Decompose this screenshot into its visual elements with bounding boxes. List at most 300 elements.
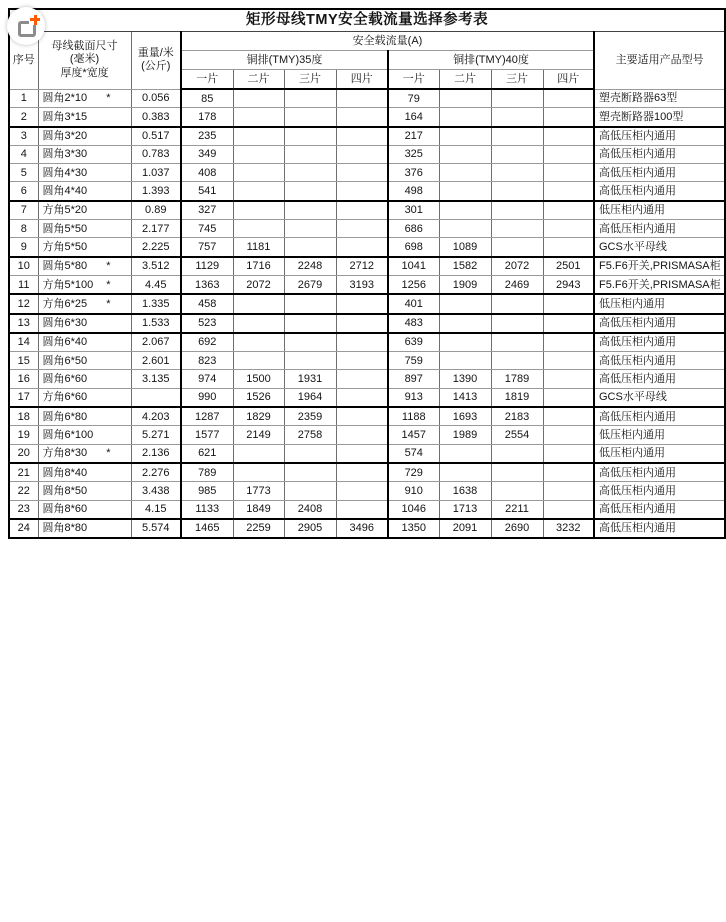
header-capacity: 安全载流量(A)	[181, 32, 594, 51]
capacity-40-cell	[439, 352, 491, 370]
product-cell: 高低压柜内通用	[594, 220, 725, 238]
weight-cell: 0.383	[131, 108, 181, 127]
capacity-35-cell	[336, 388, 388, 407]
table-row	[9, 294, 725, 313]
row-number-cell: 15	[9, 352, 38, 370]
capacity-35-cell: 2359	[284, 407, 336, 426]
capacity-35-cell: 789	[181, 463, 233, 482]
capacity-35-cell	[336, 482, 388, 500]
row-number-cell: 8	[9, 220, 38, 238]
weight-cell: 3.438	[131, 482, 181, 500]
capacity-40-cell: 483	[388, 314, 439, 333]
capacity-35-cell	[233, 201, 284, 220]
capacity-35-cell: 1465	[181, 519, 233, 538]
header-piece-4: 四片	[543, 70, 594, 90]
capacity-35-cell	[336, 463, 388, 482]
capacity-40-cell: 1089	[439, 238, 491, 257]
row-number-cell: 1	[9, 89, 38, 108]
capacity-35-cell	[336, 426, 388, 444]
capacity-35-cell: 1129	[181, 257, 233, 276]
capacity-40-cell: 2469	[491, 275, 543, 294]
capacity-40-cell: 1909	[439, 275, 491, 294]
weight-cell: 2.136	[131, 444, 181, 463]
size-cell	[38, 444, 131, 463]
capacity-40-cell: 2690	[491, 519, 543, 538]
table-row	[9, 426, 725, 444]
table-row	[9, 333, 725, 352]
weight-cell: 3.512	[131, 257, 181, 276]
table-row	[9, 314, 725, 333]
capacity-35-cell	[284, 238, 336, 257]
table-row	[9, 463, 725, 482]
capacity-35-cell: 2149	[233, 426, 284, 444]
capacity-35-cell: 745	[181, 220, 233, 238]
row-number-cell: 13	[9, 314, 38, 333]
size-text: 圆角6*60	[42, 373, 88, 386]
row-number-cell: 17	[9, 388, 38, 407]
product-cell: 高低压柜内通用	[594, 519, 725, 538]
header-size	[38, 32, 131, 90]
size-text: 圆角6*40	[42, 336, 88, 349]
header-size-line1: 母线截面尺寸	[51, 39, 118, 52]
row-number-cell: 2	[9, 108, 38, 127]
table-row	[9, 444, 725, 463]
weight-cell: 2.601	[131, 352, 181, 370]
row-number-cell: 6	[9, 182, 38, 201]
star-mark: *	[106, 447, 111, 460]
capacity-40-cell: 897	[388, 370, 439, 388]
row-number-cell: 20	[9, 444, 38, 463]
capacity-35-cell	[233, 145, 284, 163]
row-number-cell: 4	[9, 145, 38, 163]
product-cell: 塑壳断路器100型	[594, 108, 725, 127]
capacity-35-cell	[284, 352, 336, 370]
row-number-cell: 21	[9, 463, 38, 482]
capacity-35-cell: 2072	[233, 275, 284, 294]
capacity-40-cell	[439, 294, 491, 313]
size-cell	[38, 89, 131, 108]
header-piece-3: 三片	[284, 70, 336, 90]
capacity-40-cell	[543, 333, 594, 352]
row-number-cell: 12	[9, 294, 38, 313]
capacity-40-cell	[543, 108, 594, 127]
capacity-40-cell	[491, 238, 543, 257]
capacity-40-cell	[439, 333, 491, 352]
size-cell	[38, 426, 131, 444]
capacity-35-cell	[336, 108, 388, 127]
capacity-35-cell: 1500	[233, 370, 284, 388]
header-no: 序号	[9, 32, 38, 90]
capacity-40-cell	[491, 108, 543, 127]
capacity-40-cell	[543, 426, 594, 444]
capacity-40-cell	[543, 201, 594, 220]
capacity-35-cell: 541	[181, 182, 233, 201]
table-row	[9, 164, 725, 182]
weight-cell: 5.271	[131, 426, 181, 444]
row-number-cell: 16	[9, 370, 38, 388]
product-cell: 高低压柜内通用	[594, 482, 725, 500]
capacity-40-cell: 1789	[491, 370, 543, 388]
size-cell	[38, 108, 131, 127]
capacity-40-cell: 2554	[491, 426, 543, 444]
capacity-35-cell: 1526	[233, 388, 284, 407]
capacity-35-cell: 974	[181, 370, 233, 388]
product-cell: F5.F6开关,PRISMASA柜	[594, 257, 725, 276]
capacity-35-cell: 1716	[233, 257, 284, 276]
capacity-40-cell: 574	[388, 444, 439, 463]
table-row	[9, 482, 725, 500]
product-cell: 高低压柜内通用	[594, 182, 725, 201]
header-piece-2: 二片	[233, 70, 284, 90]
capacity-40-cell	[439, 182, 491, 201]
capacity-35-cell	[336, 145, 388, 163]
capacity-40-cell: 2091	[439, 519, 491, 538]
screenshot-capture-icon[interactable]	[7, 7, 45, 45]
capacity-35-cell: 1931	[284, 370, 336, 388]
weight-cell: 4.203	[131, 407, 181, 426]
capacity-35-cell	[336, 220, 388, 238]
capacity-40-cell	[543, 500, 594, 519]
star-mark: *	[106, 260, 111, 273]
capacity-35-cell: 1773	[233, 482, 284, 500]
capacity-35-cell	[284, 145, 336, 163]
capacity-35-cell	[336, 89, 388, 108]
table-row	[9, 145, 725, 163]
table-title: 矩形母线TMY安全载流量选择参考表	[9, 9, 725, 32]
size-text: 圆角5*50	[42, 222, 88, 235]
capacity-40-cell: 639	[388, 333, 439, 352]
capacity-40-cell	[543, 127, 594, 146]
size-cell	[38, 333, 131, 352]
capacity-40-cell: 1046	[388, 500, 439, 519]
capacity-40-cell	[491, 164, 543, 182]
capacity-40-cell	[491, 182, 543, 201]
capacity-35-cell	[284, 201, 336, 220]
size-cell	[38, 238, 131, 257]
product-cell: 低压柜内通用	[594, 294, 725, 313]
capacity-40-cell: 164	[388, 108, 439, 127]
capacity-35-cell: 3193	[336, 275, 388, 294]
capacity-40-cell	[491, 314, 543, 333]
capacity-40-cell	[491, 463, 543, 482]
product-cell: 高低压柜内通用	[594, 407, 725, 426]
capacity-35-cell: 1849	[233, 500, 284, 519]
capacity-40-cell	[491, 294, 543, 313]
table-row	[9, 220, 725, 238]
capacity-40-cell	[439, 463, 491, 482]
row-number-cell: 7	[9, 201, 38, 220]
row-number-cell: 22	[9, 482, 38, 500]
capacity-35-cell	[336, 238, 388, 257]
capacity-40-cell	[543, 220, 594, 238]
size-cell	[38, 519, 131, 538]
product-cell: GCS水平母线	[594, 388, 725, 407]
capacity-40-cell	[439, 314, 491, 333]
capacity-35-cell	[284, 127, 336, 146]
capacity-40-cell	[543, 314, 594, 333]
weight-cell: 0.783	[131, 145, 181, 163]
row-number-cell: 11	[9, 275, 38, 294]
capacity-35-cell: 985	[181, 482, 233, 500]
capacity-40-cell: 2072	[491, 257, 543, 276]
capacity-35-cell: 2248	[284, 257, 336, 276]
capacity-35-cell	[233, 463, 284, 482]
capacity-40-cell: 698	[388, 238, 439, 257]
table-row	[9, 407, 725, 426]
table-row	[9, 519, 725, 538]
title-row	[9, 9, 725, 32]
header-size-line2: (毫米)	[69, 53, 100, 66]
row-number-cell: 3	[9, 127, 38, 146]
capacity-35-cell	[233, 164, 284, 182]
product-cell: 塑壳断路器63型	[594, 89, 725, 108]
capacity-35-cell: 1964	[284, 388, 336, 407]
table-row	[9, 89, 725, 108]
capacity-40-cell: 2183	[491, 407, 543, 426]
capacity-35-cell	[336, 294, 388, 313]
table-row	[9, 108, 725, 127]
size-cell	[38, 463, 131, 482]
capacity-35-cell	[284, 182, 336, 201]
size-text: 圆角3*20	[42, 130, 88, 143]
capacity-35-cell: 458	[181, 294, 233, 313]
capacity-40-cell: 759	[388, 352, 439, 370]
capacity-40-cell: 1582	[439, 257, 491, 276]
capacity-40-cell	[543, 182, 594, 201]
capacity-35-cell: 85	[181, 89, 233, 108]
capacity-40-cell: 1041	[388, 257, 439, 276]
capacity-40-cell	[491, 145, 543, 163]
capacity-40-cell: 913	[388, 388, 439, 407]
capacity-40-cell	[439, 444, 491, 463]
size-text: 圆角8*80	[42, 522, 88, 535]
capacity-35-cell	[233, 182, 284, 201]
header-piece-1: 一片	[388, 70, 439, 90]
header-piece-2: 二片	[439, 70, 491, 90]
capacity-40-cell: 1390	[439, 370, 491, 388]
row-number-cell: 19	[9, 426, 38, 444]
product-cell: 高低压柜内通用	[594, 314, 725, 333]
capacity-40-cell	[491, 482, 543, 500]
weight-cell	[131, 388, 181, 407]
capacity-40-cell: 1413	[439, 388, 491, 407]
capacity-35-cell: 523	[181, 314, 233, 333]
row-number-cell: 9	[9, 238, 38, 257]
header-row-top	[9, 32, 725, 51]
capacity-35-cell: 349	[181, 145, 233, 163]
capacity-40-cell: 376	[388, 164, 439, 182]
row-number-cell: 14	[9, 333, 38, 352]
header-weight-line1: 重量/米	[137, 46, 174, 59]
weight-cell: 5.574	[131, 519, 181, 538]
capacity-40-cell: 686	[388, 220, 439, 238]
capacity-35-cell	[336, 352, 388, 370]
weight-cell: 1.533	[131, 314, 181, 333]
capacity-35-cell	[336, 201, 388, 220]
capacity-35-cell: 1287	[181, 407, 233, 426]
header-tmy40: 铜排(TMY)40度	[388, 51, 594, 70]
size-cell	[38, 370, 131, 388]
capacity-35-cell: 1363	[181, 275, 233, 294]
capacity-35-cell: 178	[181, 108, 233, 127]
capacity-35-cell: 3496	[336, 519, 388, 538]
capacity-35-cell: 2758	[284, 426, 336, 444]
capacity-35-cell	[284, 220, 336, 238]
product-cell: 高低压柜内通用	[594, 500, 725, 519]
header-product: 主要适用产品型号	[594, 32, 725, 90]
weight-cell: 0.056	[131, 89, 181, 108]
capacity-40-cell: 1693	[439, 407, 491, 426]
capacity-40-cell	[543, 294, 594, 313]
capacity-40-cell	[439, 201, 491, 220]
capacity-35-cell	[284, 294, 336, 313]
capacity-40-cell	[439, 145, 491, 163]
table-row	[9, 500, 725, 519]
capacity-35-cell: 823	[181, 352, 233, 370]
capacity-40-cell	[543, 164, 594, 182]
weight-cell: 2.177	[131, 220, 181, 238]
capacity-40-cell: 301	[388, 201, 439, 220]
table-row	[9, 388, 725, 407]
product-cell: GCS水平母线	[594, 238, 725, 257]
capacity-40-cell	[543, 370, 594, 388]
table-row	[9, 238, 725, 257]
size-cell	[38, 127, 131, 146]
capacity-35-cell	[284, 314, 336, 333]
size-cell	[38, 388, 131, 407]
capacity-40-cell: 3232	[543, 519, 594, 538]
size-text: 方角5*50	[42, 240, 88, 253]
capacity-40-cell	[439, 89, 491, 108]
capacity-40-cell	[543, 463, 594, 482]
size-cell	[38, 257, 131, 276]
table-row	[9, 182, 725, 201]
table-row	[9, 275, 725, 294]
capacity-40-cell: 1350	[388, 519, 439, 538]
capacity-35-cell: 327	[181, 201, 233, 220]
capacity-40-cell	[491, 201, 543, 220]
capacity-35-cell: 408	[181, 164, 233, 182]
product-cell: 高低压柜内通用	[594, 352, 725, 370]
capacity-40-cell: 498	[388, 182, 439, 201]
size-text: 圆角6*100	[42, 428, 94, 441]
capacity-35-cell: 2679	[284, 275, 336, 294]
capacity-35-cell	[233, 444, 284, 463]
capacity-40-cell	[439, 220, 491, 238]
table-row	[9, 127, 725, 146]
size-text: 圆角5*80	[42, 260, 88, 273]
capacity-40-cell	[439, 127, 491, 146]
header-weight	[131, 32, 181, 90]
capacity-35-cell: 235	[181, 127, 233, 146]
table-row	[9, 201, 725, 220]
size-text: 圆角6*50	[42, 354, 88, 367]
capacity-35-cell	[233, 127, 284, 146]
size-cell	[38, 201, 131, 220]
size-cell	[38, 182, 131, 201]
size-text: 圆角2*10	[42, 92, 88, 105]
header-piece-4: 四片	[336, 70, 388, 90]
product-cell: 高低压柜内通用	[594, 127, 725, 146]
capacity-35-cell	[233, 89, 284, 108]
product-cell: 高低压柜内通用	[594, 370, 725, 388]
capacity-35-cell	[336, 164, 388, 182]
size-cell	[38, 294, 131, 313]
capacity-40-cell	[543, 238, 594, 257]
capacity-35-cell	[233, 314, 284, 333]
busbar-capacity-table	[8, 8, 726, 539]
row-number-cell: 18	[9, 407, 38, 426]
weight-cell: 1.335	[131, 294, 181, 313]
capacity-35-cell: 2408	[284, 500, 336, 519]
table-row	[9, 257, 725, 276]
row-number-cell: 10	[9, 257, 38, 276]
capacity-35-cell	[336, 314, 388, 333]
table-row	[9, 370, 725, 388]
capacity-35-cell: 1829	[233, 407, 284, 426]
size-text: 方角5*100	[42, 278, 94, 291]
capacity-35-cell: 1181	[233, 238, 284, 257]
row-number-cell: 24	[9, 519, 38, 538]
size-text: 方角6*25	[42, 297, 88, 310]
capacity-40-cell: 910	[388, 482, 439, 500]
row-number-cell: 5	[9, 164, 38, 182]
capacity-35-cell: 990	[181, 388, 233, 407]
capacity-40-cell: 325	[388, 145, 439, 163]
plus-icon	[34, 15, 37, 25]
capacity-40-cell: 1819	[491, 388, 543, 407]
capacity-35-cell	[336, 500, 388, 519]
size-cell	[38, 407, 131, 426]
header-size-line3: 厚度*宽度	[60, 67, 109, 80]
capacity-40-cell: 1989	[439, 426, 491, 444]
capacity-40-cell	[491, 89, 543, 108]
capacity-40-cell: 1713	[439, 500, 491, 519]
table-body	[9, 89, 725, 538]
capacity-40-cell	[491, 127, 543, 146]
capacity-40-cell	[543, 388, 594, 407]
product-cell: F5.F6开关,PRISMASA柜	[594, 275, 725, 294]
weight-cell: 2.276	[131, 463, 181, 482]
capacity-35-cell: 692	[181, 333, 233, 352]
capacity-35-cell: 2259	[233, 519, 284, 538]
capacity-40-cell	[491, 352, 543, 370]
capacity-40-cell	[491, 333, 543, 352]
capacity-35-cell	[336, 444, 388, 463]
size-text: 圆角8*50	[42, 484, 88, 497]
weight-cell: 0.89	[131, 201, 181, 220]
weight-cell: 3.135	[131, 370, 181, 388]
weight-cell: 4.45	[131, 275, 181, 294]
header-piece-1: 一片	[181, 70, 233, 90]
product-cell: 高低压柜内通用	[594, 463, 725, 482]
capacity-40-cell	[491, 220, 543, 238]
header-tmy35: 铜排(TMY)35度	[181, 51, 388, 70]
size-cell	[38, 314, 131, 333]
product-cell: 高低压柜内通用	[594, 145, 725, 163]
capacity-35-cell	[233, 220, 284, 238]
size-text: 圆角4*40	[42, 185, 88, 198]
star-mark: *	[106, 297, 111, 310]
table-head	[9, 9, 725, 89]
size-text: 圆角6*80	[42, 410, 88, 423]
capacity-40-cell	[439, 108, 491, 127]
weight-cell: 4.15	[131, 500, 181, 519]
size-cell	[38, 482, 131, 500]
size-text: 方角8*30	[42, 447, 88, 460]
capacity-40-cell: 217	[388, 127, 439, 146]
capacity-35-cell: 2712	[336, 257, 388, 276]
